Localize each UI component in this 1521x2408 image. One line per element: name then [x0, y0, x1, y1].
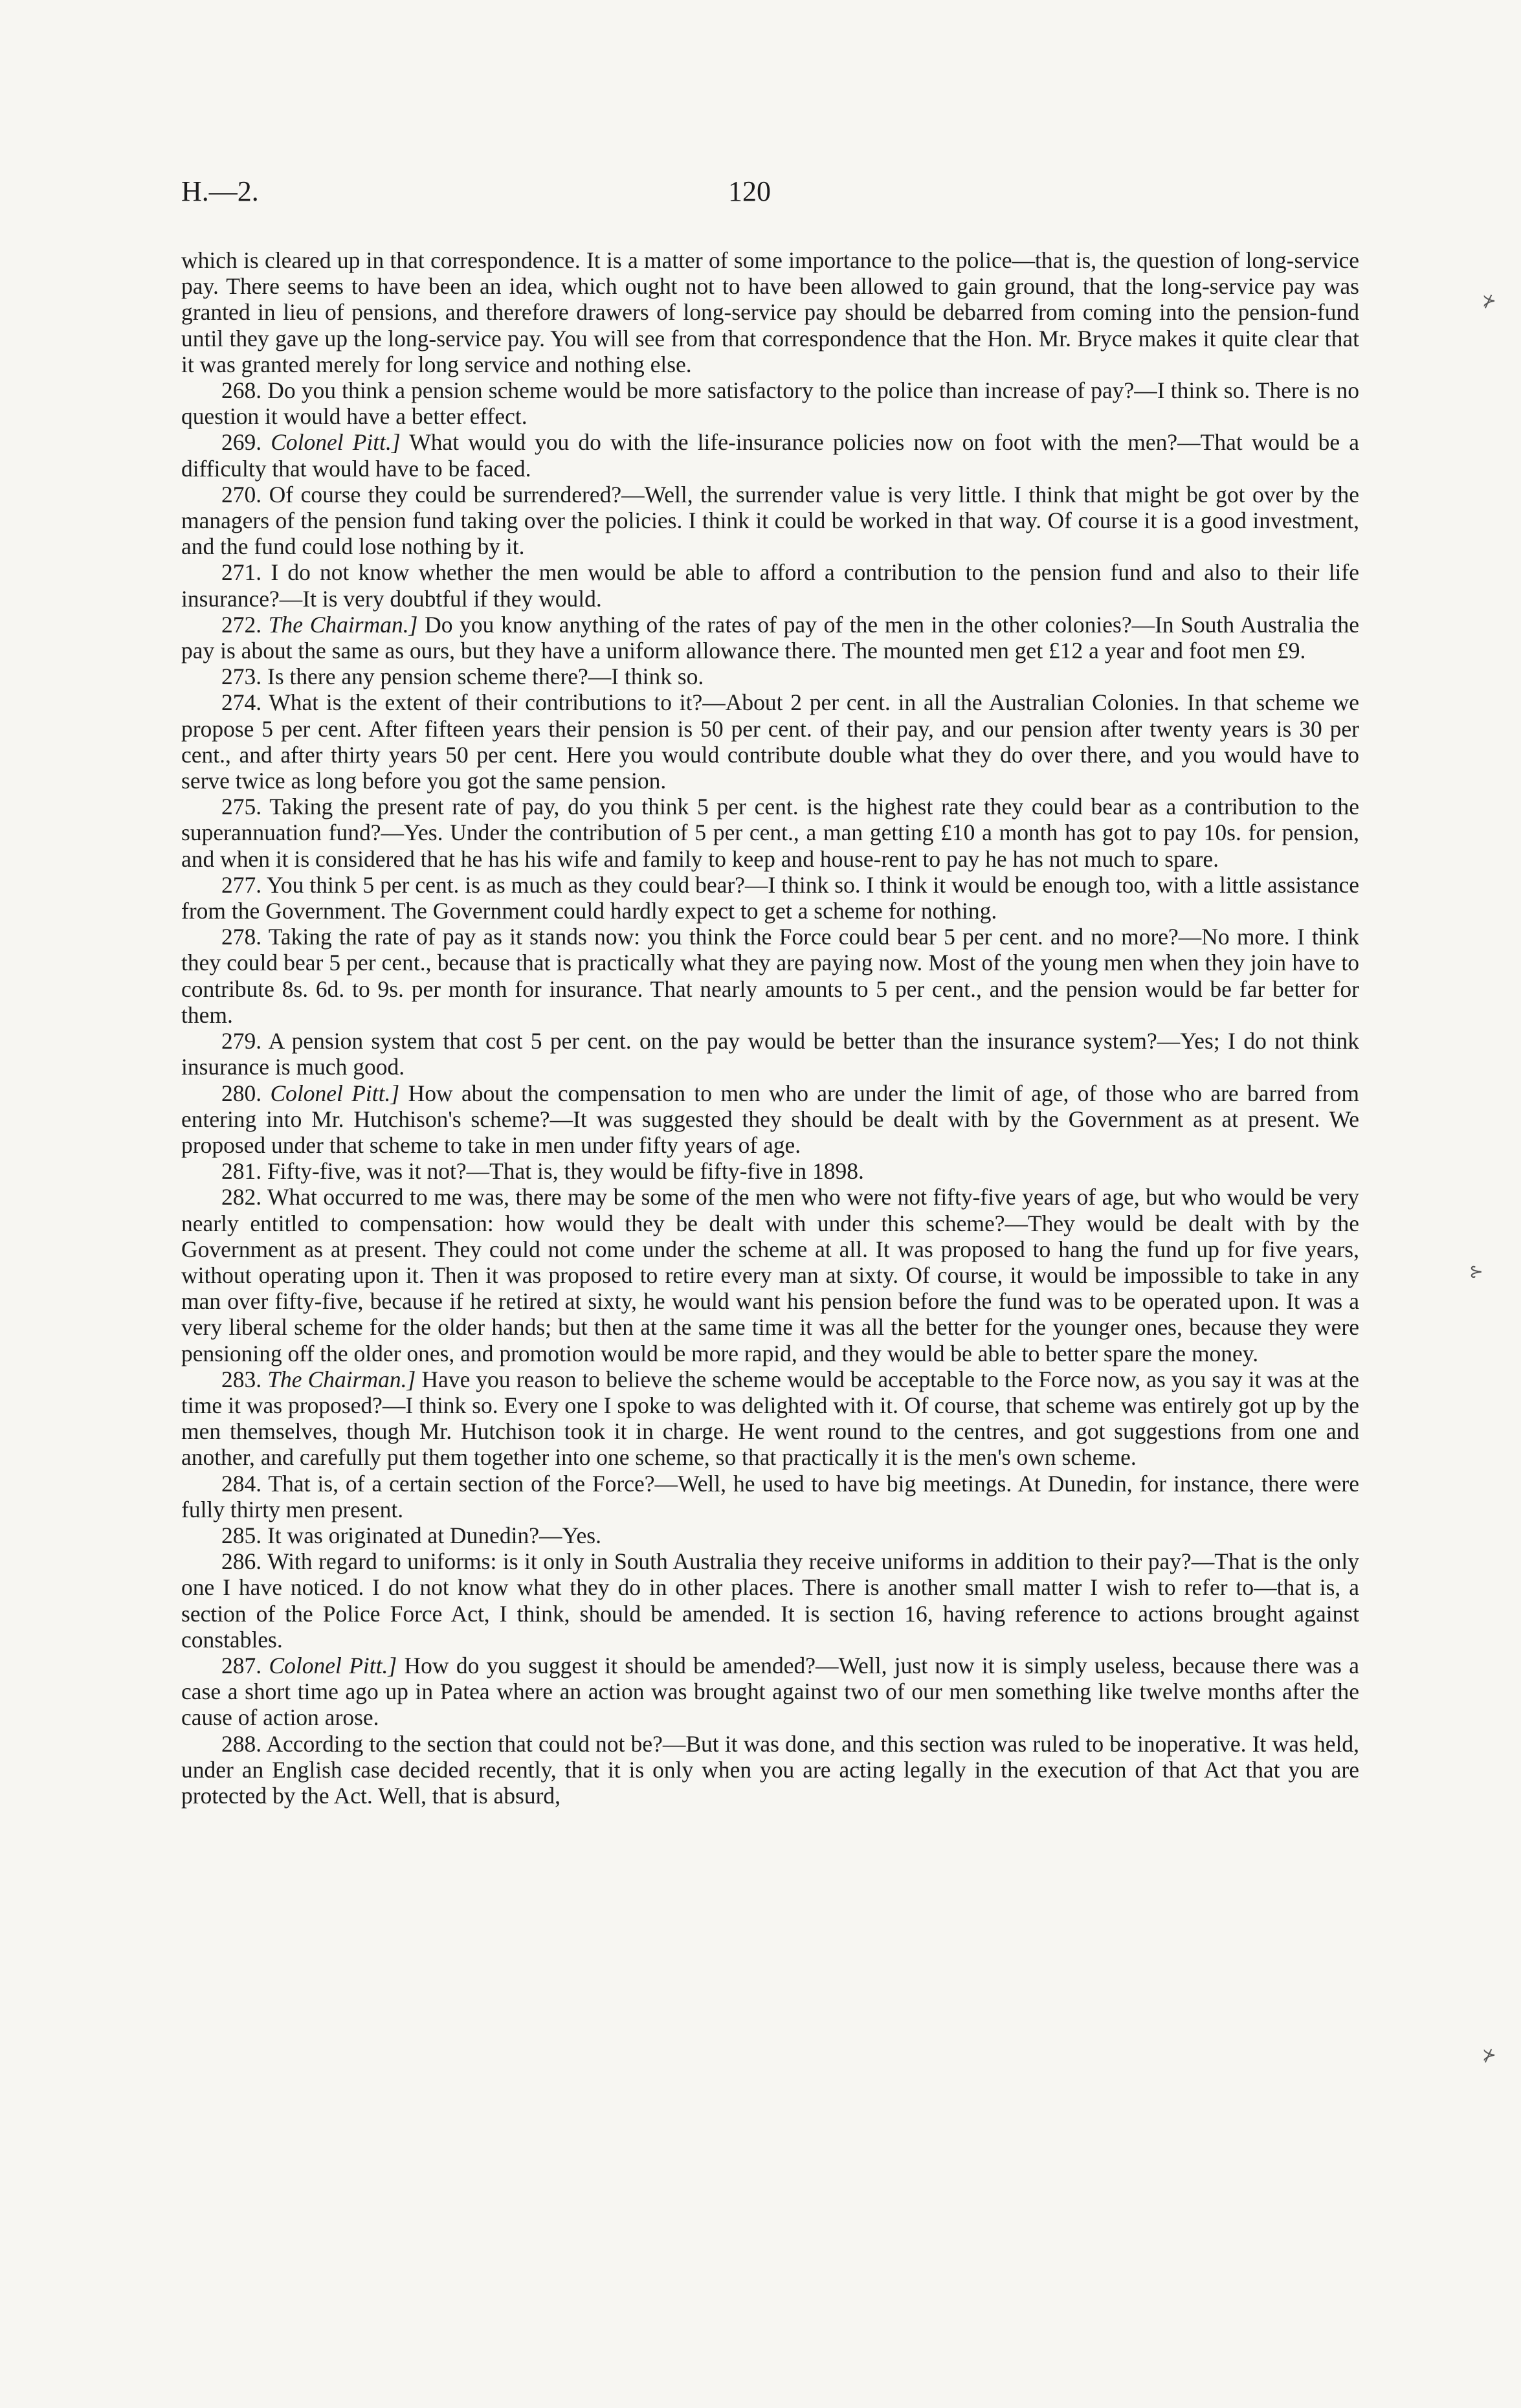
paragraph: 275. Taking the present rate of pay, do you think 5 per cent. is the highest rate they could bear as a contribution to the superannuation fund?—Yes. Under the contribution of 5 per cent., a man getting £10 a month has got to pay 10s. for pension, and when it is considered that he has his wife and family to keep and house-rent to pay he has not much to spare.	[181, 794, 1359, 872]
speaker: The Chairman.]	[267, 1366, 416, 1392]
paragraph: 279. A pension system that cost 5 per cent. on the pay would be better than the insurance system?—Yes; I do not think insurance is much good.	[181, 1028, 1359, 1080]
paragraph: 283. The Chairman.] Have you reason to believe the scheme would be acceptable to the Force now, as you say it was at the time it was proposed?—I think so. Every one I spoke to was delighted with it. Of course, that scheme was entirely got up by the men themselves, though Mr. Hutchison took it in charge. He went round to the centres, and got suggestions from one and another, and carefully put them together into one scheme, so that practically it is the men's own scheme.	[181, 1366, 1360, 1471]
evidence-text	[181, 247, 1359, 1809]
paragraph: 278. Taking the rate of pay as it stands now: you think the Force could bear 5 per cent. and no more?—No more. I think they could bear 5 per cent., because that is practically what they are paying now. Most of the young men when they join have to contribute 8s. 6d. to 9s. per month for insurance. That nearly amounts to 5 per cent., and the pension would be far better for them.	[181, 924, 1359, 1028]
margin-mark-icon: ⊁	[1482, 2046, 1496, 2065]
paragraph: 282. What occurred to me was, there may be some of the men who were not fifty-five years of age, but who would be very nearly entitled to compensation: how would they be dealt with under this scheme?—They would be dealt with by the Government as at present. They could not come under the scheme at all. It was proposed to hang the fund up for five years, without operating upon it. Then it was proposed to retire every man at sixty. Of course, it would be impossible to take in any man over fifty-five, because if he retired at sixty, he would want his pension before the fund was to be operated upon. It was a very liberal scheme for the older hands; but then at the same time it was all the better for the younger ones, because they were pensioning off the older ones, and promotion would be more rapid, and they would be able to better spare the money.	[181, 1184, 1360, 1366]
paragraph: 284. That is, of a certain section of the Force?—Well, he used to have big meetings. At Dunedin, for instance, there were fully thirty men present.	[181, 1470, 1360, 1522]
margin-mark-icon: ⊱	[1469, 1262, 1483, 1282]
page-number: 120	[728, 175, 771, 207]
paragraph: 281. Fifty-five, was it not?—That is, they would be fifty-five in 1898.	[221, 1158, 864, 1185]
document-reference: H.—2.	[181, 175, 259, 207]
paragraph: 273. Is there any pension scheme there?—I think so.	[221, 663, 704, 690]
paragraph: 287. Colonel Pitt.] How do you suggest it should be amended?—Well, just now it is simply useless, because there was a case a short time ago up in Patea where an action was brought against two of our men something like twelve months after the cause of action arose.	[181, 1652, 1360, 1731]
paragraph: 277. You think 5 per cent. is as much as they could bear?—I think so. I think it would be enough too, with a little assistance from the Government. The Government could hardly expect to get a scheme for nothing.	[181, 871, 1359, 924]
paragraph: 288. According to the section that could not be?—But it was done, and this section was ruled to be inoperative. It was held, under an English case decided recently, that it is only when you are acting legally in the execution of that Act that you are protected by the Act. Well, that is absurd,	[181, 1730, 1360, 1809]
page-header	[181, 175, 1359, 214]
speaker: Colonel Pitt.]	[271, 429, 401, 456]
paragraph: 280. Colonel Pitt.] How about the compensation to men who are under the limit of age, of those who are barred from entering into Mr. Hutchison's scheme?—It was suggested they should be dealt with by the Government as at present. We proposed under that scheme to take in men under fifty years of age.	[181, 1080, 1360, 1158]
paragraph: 271. I do not know whether the men would be able to afford a contribution to the pension fund and also to their life insurance?—It is very doubtful if they would.	[181, 559, 1359, 612]
paragraph: 272. The Chairman.] Do you know anything of the rates of pay of the men in the other colonies?—In South Australia the pay is about the same as ours, but they have a uniform allowance there. The mounted men get £12 a year and foot men £9.	[181, 611, 1360, 664]
paragraph: 285. It was originated at Dunedin?—Yes.	[221, 1522, 601, 1548]
margin-mark-icon: ⊁	[1482, 291, 1496, 311]
paragraph: 268. Do you think a pension scheme would be more satisfactory to the police than increase of pay?—I think so. There is no question it would have a better effect.	[181, 377, 1359, 430]
paragraph: 286. With regard to uniforms: is it only in South Australia they receive uniforms in addition to their pay?—That is the only one I have noticed. I do not know what they do in other places. There is another small matter I wish to refer to—that is, a section of the Police Force Act, I think, should be amended. It is section 16, having reference to actions brought against constables.	[181, 1548, 1360, 1653]
paragraph: 269. Colonel Pitt.] What would you do with the life-insurance policies now on foot with the men?—That would be a difficulty that would have to be faced.	[181, 429, 1360, 482]
paragraph: 274. What is the extent of their contributions to it?—About 2 per cent. in all the Australian Colonies. In that scheme we propose 5 per cent. After fifteen years their pension is 50 per cent. of their pay, and our pension after twenty years is 30 per cent., and after thirty years 50 per cent. Here you would contribute double what they do over there, and you would have to serve twice as long before you got the same pension.	[181, 689, 1359, 794]
speaker: The Chairman.]	[268, 611, 418, 638]
paragraph: 270. Of course they could be surrendered?—Well, the surrender value is very little. I think that might be got over by the managers of the pension fund taking over the policies. I think it could be worked in that way. Of course it is a good investment, and the fund could lose nothing by it.	[181, 481, 1359, 560]
speaker: Colonel Pitt.]	[270, 1080, 400, 1106]
paragraph: which is cleared up in that correspondence. It is a matter of some importance to the police—that is, the question of long-service pay. There seems to have been an idea, which ought not to have been allowed to gain ground, that the long-service pay was granted in lieu of pensions, and therefore drawers of long-service pay should be debarred from coming into the pension-fund until they gave up the long-service pay. You will see from that correspondence that the Hon. Mr. Bryce makes it quite clear that it was granted merely for long service and nothing else.	[181, 247, 1359, 377]
speaker: Colonel Pitt.]	[269, 1652, 397, 1678]
